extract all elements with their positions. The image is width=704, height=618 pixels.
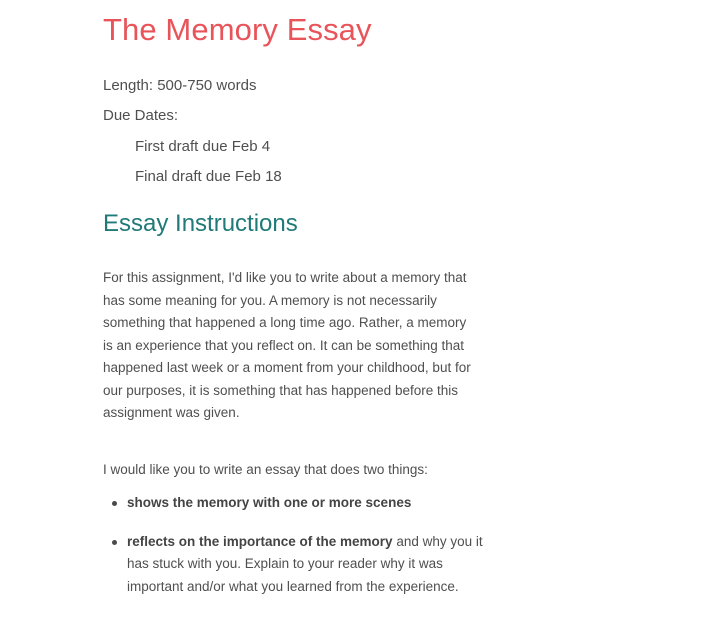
page-title: The Memory Essay — [103, 12, 372, 47]
list-item — [103, 531, 483, 599]
instructions-heading: Essay Instructions — [103, 210, 298, 237]
bullet-dot-icon — [112, 501, 117, 506]
instructions-paragraph: For this assignment, I'd like you to write about a memory that has some meaning for you. A memory is not necessarily something that happened a long time ago. Rather, a memory is an experience that you reflect on. It can be something that happened last week or a moment from your childhood, but for our purposes, it is something that has happened before this assignment was given. — [103, 270, 471, 420]
final-draft-due: Final draft due Feb 18 — [135, 168, 282, 185]
requirements-list — [103, 492, 483, 598]
length-requirement: Length: 500-750 words — [103, 77, 257, 94]
list-item — [103, 492, 483, 515]
first-draft-due: First draft due Feb 4 — [135, 138, 271, 155]
requirement-emphasis: shows the memory with one or more scenes — [127, 495, 412, 510]
bullet-dot-icon — [112, 540, 117, 545]
requirement-text: and why you it has stuck with you. Explain to your reader why it was important and/or what you learned from the experience. — [127, 533, 483, 594]
due-dates-label: Due Dates: — [103, 107, 179, 124]
instructions-intro: I would like you to write an essay that does two things: — [103, 462, 428, 477]
requirement-emphasis: reflects on the importance of the memory — [127, 533, 393, 549]
